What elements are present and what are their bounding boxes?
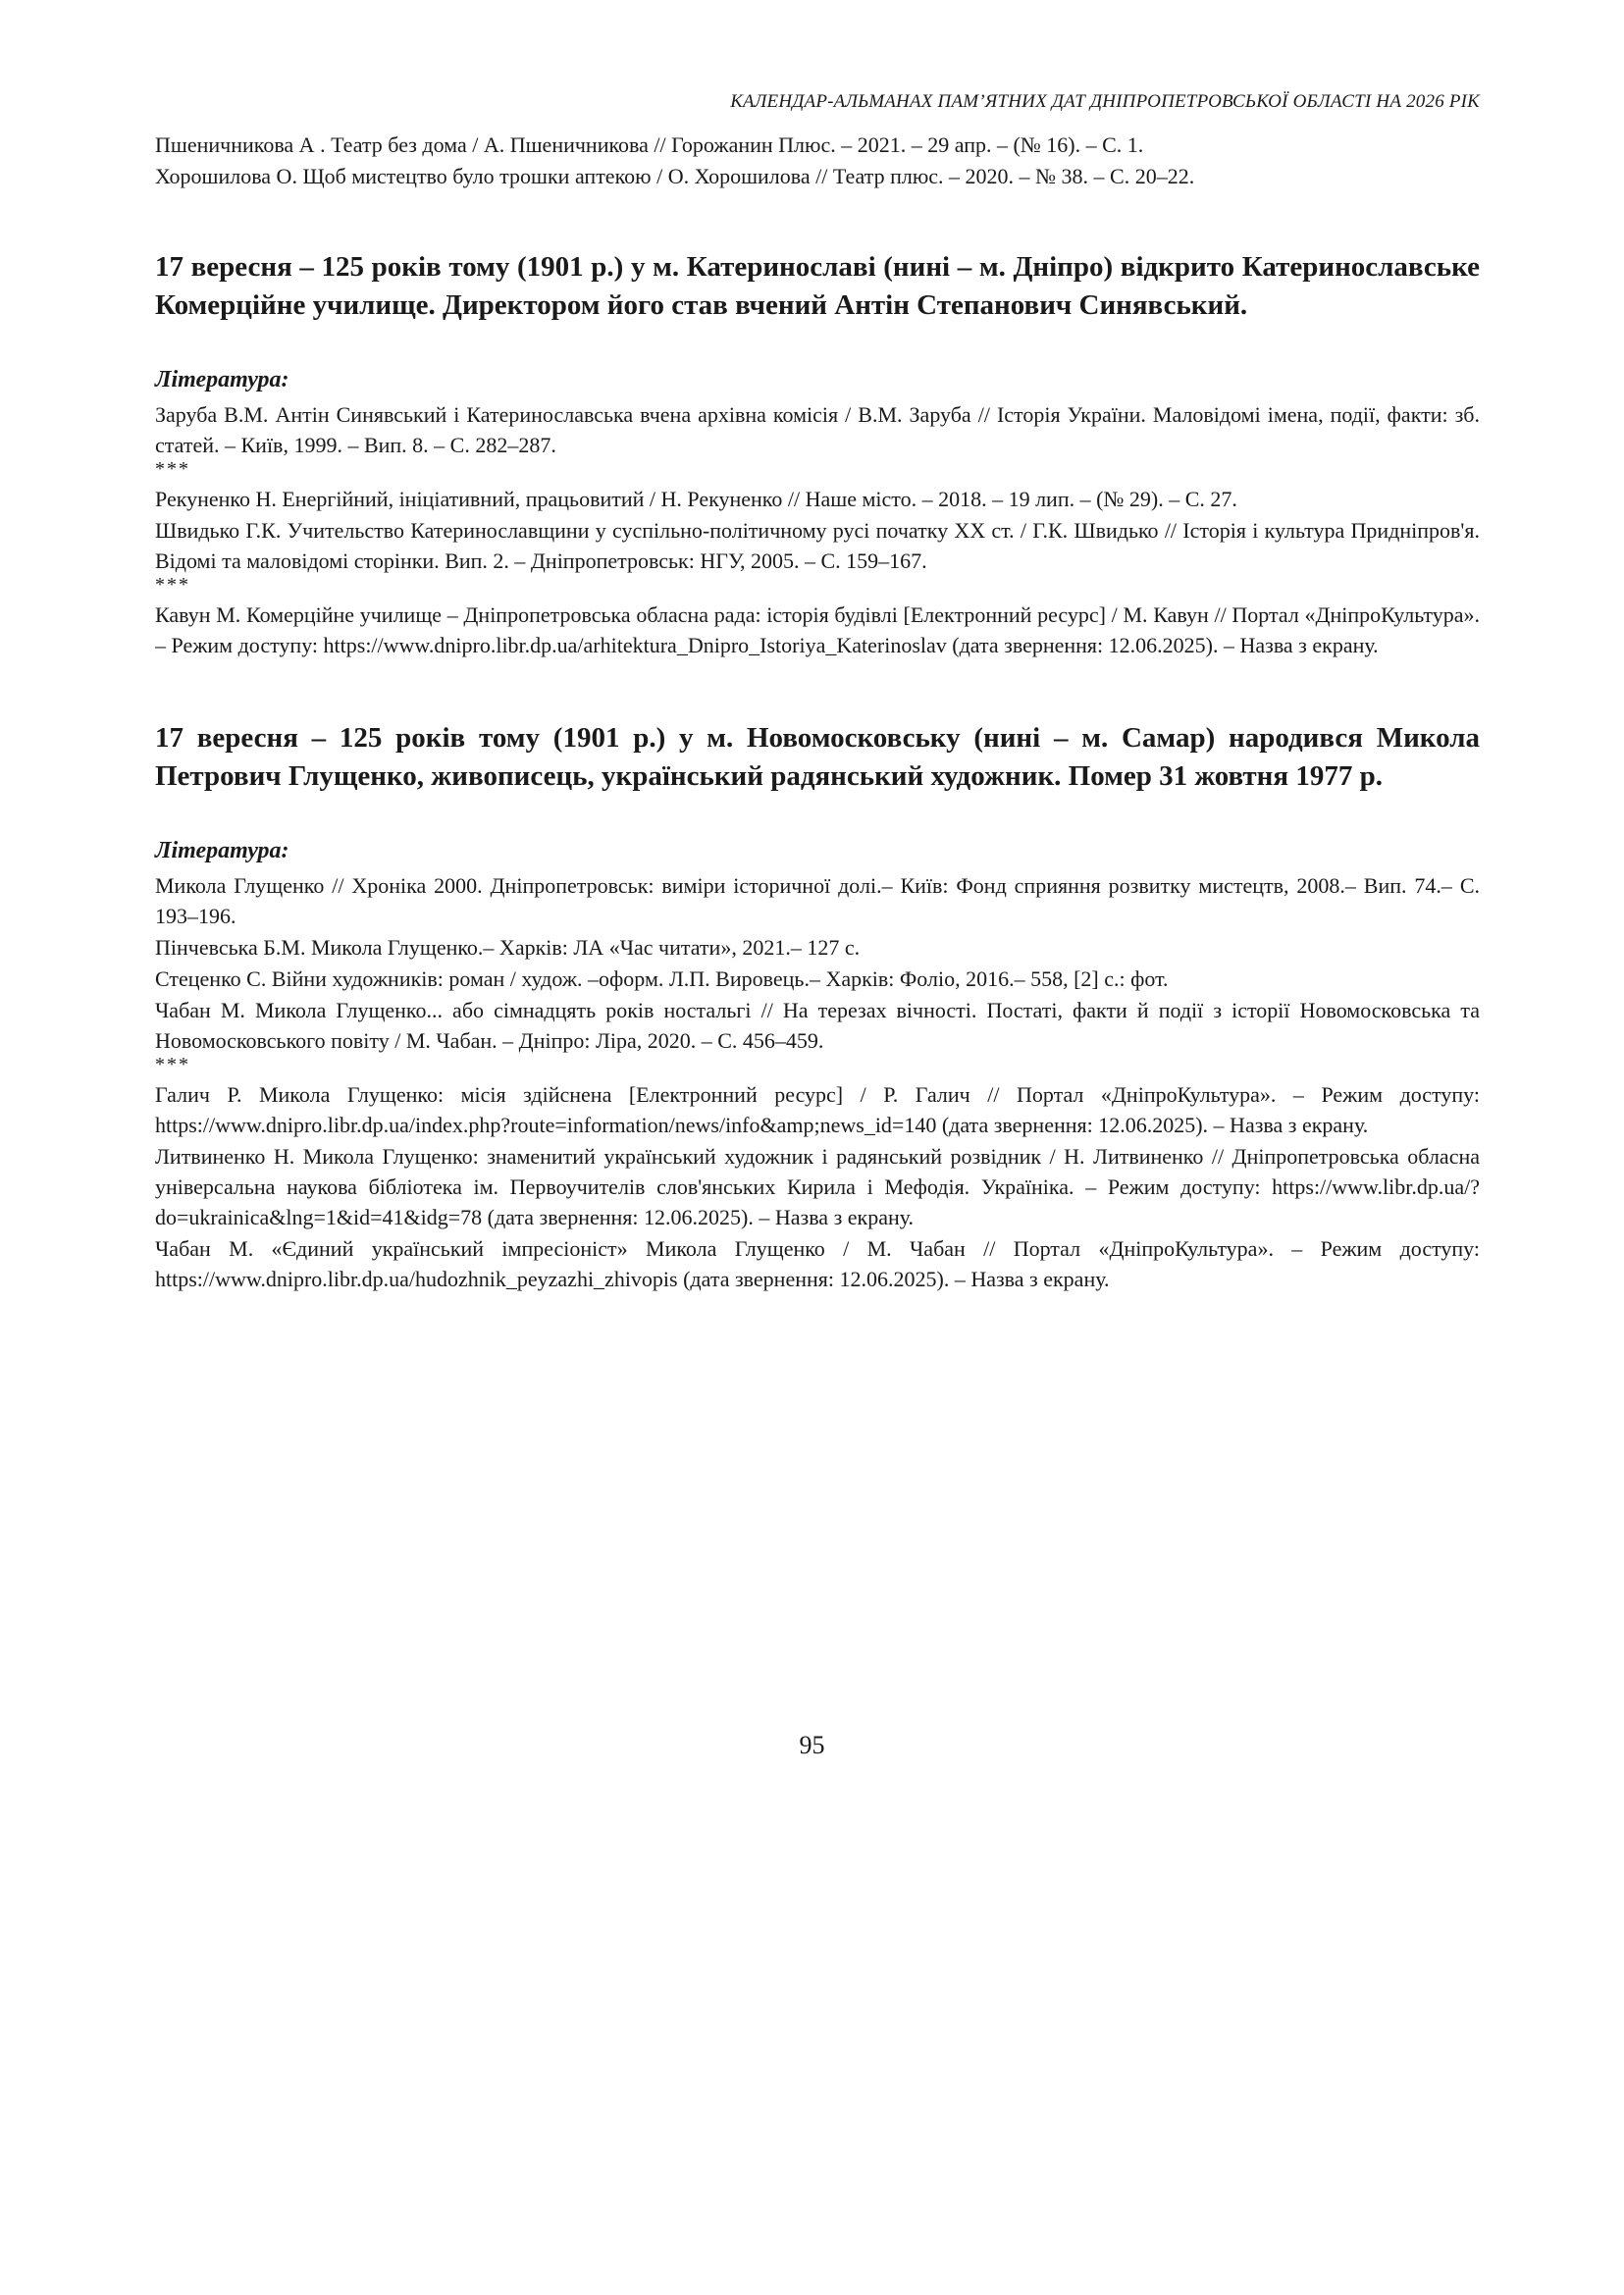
bibliography-entry: Стеценко С. Війни художників: роман / худож. –оформ. Л.П. Вировець.– Харків: Фоліо, 2016.– 558, [2] с.: фот. — [155, 966, 1169, 991]
separator: *** — [155, 458, 190, 480]
bibliography-entry: Рекуненко Н. Енергійний, ініціативний, працьовитий / Н. Рекуненко // Наше місто. – 2018. – 19 лип. – (№ 29). – С. 27. — [155, 487, 1237, 511]
literature-label: Література: — [155, 367, 289, 392]
event-section-hlushchenko — [155, 719, 1480, 1294]
document-page — [155, 88, 1480, 1294]
bibliography-entry: Пінчевська Б.М. Микола Глущенко.– Харків: ЛА «Час читати», 2021.– 127 с. — [155, 935, 861, 960]
running-header: КАЛЕНДАР-АЛЬМАНАХ ПАМ’ЯТНИХ ДАТ ДНІПРОПЕТРОВСЬКОЇ ОБЛАСТІ НА 2026 РІК — [730, 91, 1480, 112]
bibliography-entry: Микола Глущенко // Хроніка 2000. Дніпропетровськ: виміри історичної долі.– Київ: Фонд сприяння розвитку мистецтв, 2008.– Вип. 74.– С. 193–196. — [155, 873, 1480, 928]
separator: *** — [155, 574, 190, 596]
intro-bibliography — [155, 130, 1480, 191]
bibliography-entry: Пшеничникова А . Театр без дома / А. Пшеничникова // Горожанин Плюс. – 2021. – 29 апр. – (№ 16). – С. 1. — [155, 132, 1144, 157]
bibliography-entry: Швидько Г.К. Учительство Катеринославщини у суспільно-політичному русі початку ХХ ст. / Г.К. Швидько // Історія і культура Придніпров'я. Відомі та маловідомі сторінки. Вип. 2. – Дніпропетровськ: НГУ, 2005. – С. 159–167. — [155, 518, 1480, 573]
literature-label: Література: — [155, 838, 289, 863]
event-section-commercial-school — [155, 248, 1480, 660]
separator: *** — [155, 1054, 190, 1075]
page-number: 95 — [799, 1731, 825, 1759]
bibliography-entry: Литвиненко Н. Микола Глущенко: знаменитий український художник і радянський розвідник / Н. Литвиненко // Дніпропетровська обласна універсальна наукова бібліотека ім. Первоучителів слов'янських Кирила і Мефодія. Україніка. – Режим доступу: https://www.libr.dp.ua/?do=ukrainica&lng=1&id=41&idg=78 (дата звернення: 12.06.2025). – Назва з екрану. — [155, 1144, 1480, 1229]
bibliography-entry: Чабан М. Микола Глущенко... або сімнадцять років ностальгі // На терезах вічності. Постаті, факти й події з історії Новомосковська та Новомосковського повіту / М. Чабан. – Дніпро: Ліра, 2020. – С. 456–459. — [155, 998, 1480, 1053]
bibliography-entry: Чабан М. «Єдиний український імпресіоніст» Микола Глущенко / М. Чабан // Портал «ДніпроКультура». – Режим доступу: https://www.dnipro.libr.dp.ua/hudozhnik_peyzazhi_zhivopis (дата звернення: 12.06.2025). – Назва з екрану. — [155, 1236, 1480, 1291]
event-heading: 17 вересня – 125 років тому (1901 р.) у м. Новомосковську (нині – м. Самар) народився Микола Петрович Глущенко, живописець, український радянський художник. Помер 31 жовтня 1977 р. — [155, 722, 1480, 792]
event-heading: 17 вересня – 125 років тому (1901 р.) у м. Катеринославі (нині – м. Дніпро) відкрито Катеринославське Комерційне училище. Директором його став вчений Антін Степанович Синявський. — [155, 251, 1480, 321]
bibliography-entry: Хорошилова О. Щоб мистецтво було трошки аптекою / О. Хорошилова // Театр плюс. – 2020. – № 38. – С. 20–22. — [155, 164, 1195, 188]
bibliography-entry: Галич Р. Микола Глущенко: місія здійснена [Електронний ресурс] / Р. Галич // Портал «ДніпроКультура». – Режим доступу: https://www.dnipro.libr.dp.ua/index.php?route=information/news/info&amp;news_id=140 (дата звернення: 12.06.2025). – Назва з екрану. — [155, 1082, 1480, 1137]
bibliography-entry: Заруба В.М. Антін Синявський і Катеринославська вчена архівна комісія / В.М. Заруба // Історія України. Маловідомі імена, події, факти: зб. статей. – Київ, 1999. – Вип. 8. – С. 282–287. — [155, 402, 1480, 457]
bibliography-entry: Кавун М. Комерційне училище – Дніпропетровська обласна рада: історія будівлі [Електронний ресурс] / М. Кавун // Портал «ДніпроКультура». – Режим доступу: https://www.dnipro.libr.dp.ua/arhitektura_Dnipro_Istoriya_Katerinoslav (дата звернення: 12.06.2025). – Назва з екрану. — [155, 602, 1480, 657]
